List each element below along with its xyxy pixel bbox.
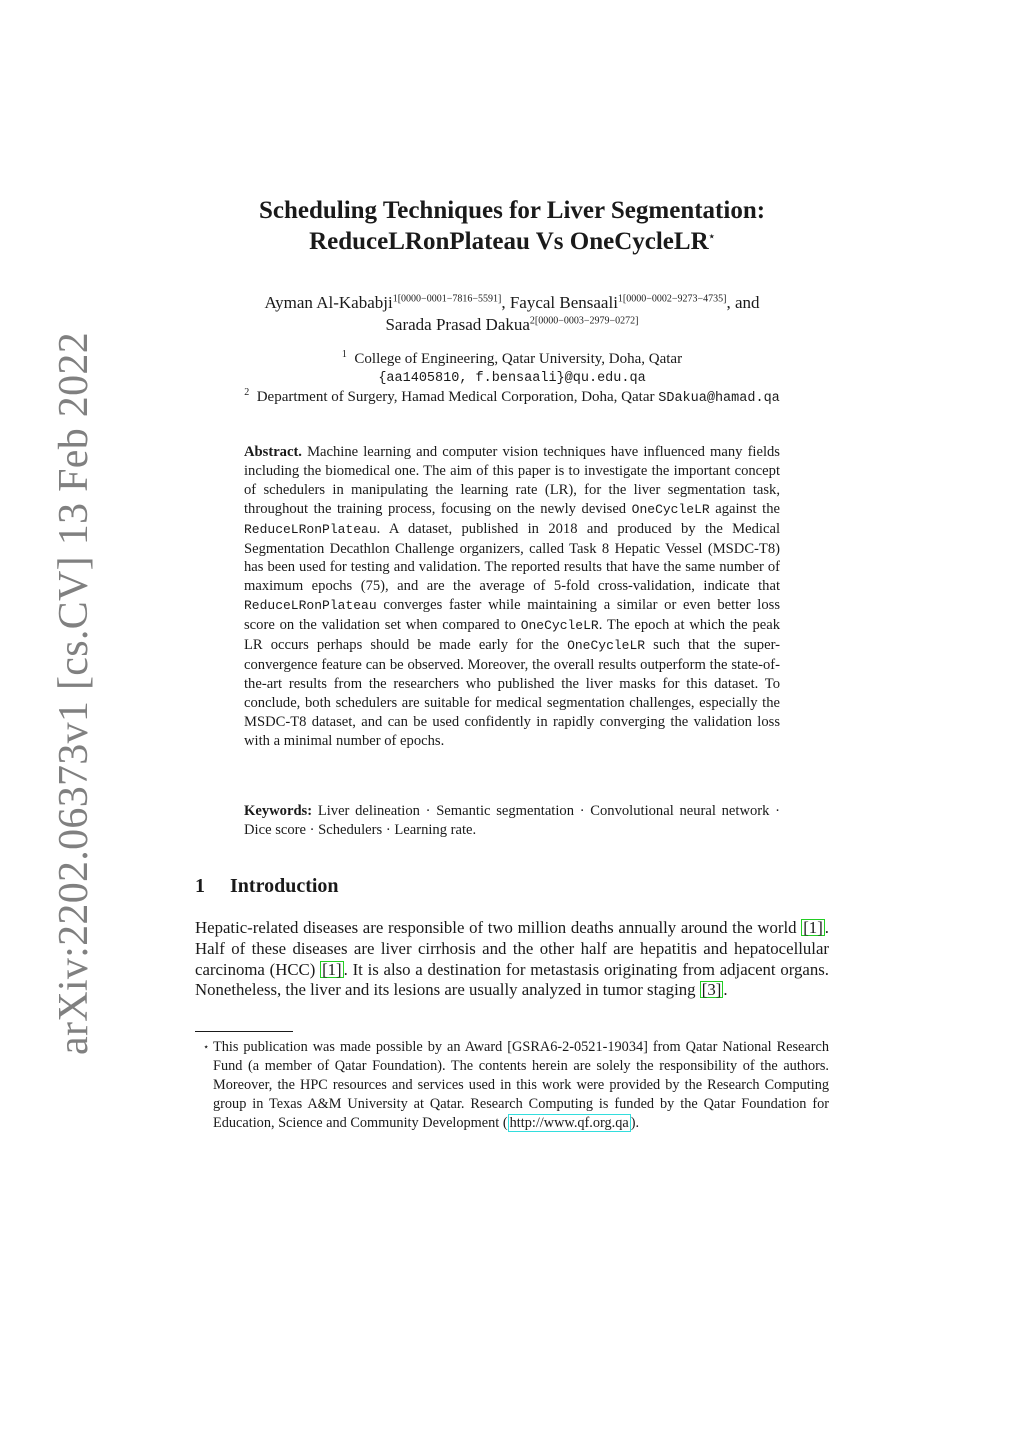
footnote-text: This publication was made possible by an Award [GSRA6-2-0521-19034] from Qatar National Research Fund (a member of Qatar Foundation). The contents herein are solely the responsibility of the authors. Moreover, the HPC resources and services used in this work were provided by the Research Computing group in Texas A&M University at Qatar. Research Computing is funded by the Qatar Foundation for Education, Science and Community Development ( (213, 1039, 829, 1131)
code-term: OneCycleLR (631, 501, 710, 517)
intro-text: Hepatic-related diseases are responsible of two million deaths annually around the world (195, 918, 797, 937)
title-footnote-star: ⋆ (708, 231, 715, 243)
footnote-divider (195, 1031, 293, 1032)
footnote-end: ). (630, 1115, 640, 1131)
intro-text: . Half of these diseases are liver cirrhosis and the other half are hepatitis and hepatocellular carcinoma (HCC) (195, 918, 829, 979)
abstract-text: . A dataset, published in 2018 and produced by the Medical Segmentation Decathlon Challenge organizers, called Task 8 Hepatic Vessel (MSDC-T8) has been used for testing and validation. The reported results that have the same number of maximum epochs (75), and are the average of 5-fold cross-validation, indicate that (244, 520, 780, 595)
affiliation-2 (150, 388, 874, 408)
citation-link[interactable]: [3] (701, 980, 722, 1000)
author-orcid: 1[0000−0002−9273−4735] (617, 293, 727, 305)
affiliation-1 (150, 350, 874, 369)
keywords-label: Keywords: (244, 803, 313, 819)
keywords (244, 802, 780, 840)
title-line-1: Scheduling Techniques for Liver Segmentation: (258, 197, 766, 224)
code-term: OneCycleLR (567, 638, 646, 654)
section-heading (195, 875, 339, 898)
affiliation-number: 2 (244, 387, 250, 398)
author-and: , and (726, 293, 760, 312)
abstract (244, 443, 780, 751)
abstract-text: . The epoch at which the peak LR occurs perhaps should be made early for the (244, 617, 781, 654)
affiliations (150, 350, 874, 408)
footnote-url-link[interactable]: http://www.qf.org.qa (509, 1115, 629, 1131)
section-title: Introduction (230, 875, 339, 897)
affiliation-1-emails: {aa1405810, f.bensaali}@qu.edu.qa (378, 371, 646, 386)
title-line-2 (150, 226, 874, 257)
abstract-text: Machine learning and computer vision techniques have influenced many fields including the biomedical one. The aim of this paper is to investigate the important concept of schedulers in manipulating the learning rate (LR), for the liver segmentation task, throughout the training process, focusing on the newly devised (244, 444, 780, 517)
section-number: 1 (195, 875, 205, 897)
abstract-label: Abstract. (244, 444, 302, 460)
title-line-2-text: ReduceLRonPlateau Vs OneCycleLR (309, 228, 709, 255)
code-term: ReduceLRonPlateau (244, 521, 377, 537)
footnote (195, 1038, 829, 1133)
abstract-text: against the (715, 500, 780, 517)
citation-link[interactable]: [1] (803, 918, 823, 937)
code-term: ReduceLRonPlateau (244, 598, 377, 614)
author-list (150, 292, 874, 336)
author-orcid: 2[0000−0003−2979−0272] (529, 315, 639, 327)
intro-text: . (723, 980, 728, 1000)
keywords-text: Liver delineation · Semantic segmentation · Convolutional neural network · Dice score · Schedulers · Learning rate. (244, 803, 780, 838)
author-name: Ayman Al-Kababji (264, 293, 393, 312)
affiliation-2-email: SDakua@hamad.qa (658, 391, 780, 406)
author-name: Faycal Bensaali (509, 293, 618, 312)
author-orcid: 1[0000−0001−7816−5591] (392, 293, 502, 305)
citation-link[interactable]: [1] (322, 959, 342, 979)
arxiv-identifier-stamp: arXiv:2202.06373v1 [cs.CV] 13 Feb 2022 (51, 331, 97, 1055)
abstract-text: such that the super-convergence feature can be observed. Moreover, the overall results outperform the state-of-the-art results from the researchers who published the liver masks for this dataset. To conclude, both schedulers are suitable for medical segmentation challenges, especially the MSDC-T8 dataset, and can be used confidently in rapidly converging the validation loss with a minimal number of epochs. (244, 637, 781, 749)
paper-title (150, 195, 874, 257)
author-name: Sarada Prasad Dakua (385, 315, 530, 334)
intro-text: . It is also a destination for metastasis originating from adjacent organs. Nonetheless, the liver and its lesions are usually analyzed in tumor staging (195, 959, 829, 1000)
author-line-2 (150, 314, 874, 336)
affiliation-text: College of Engineering, Qatar University, Doha, Qatar (354, 351, 683, 367)
author-line-1: Ayman Al-Kababji$^{1[0000-0001-7816-5591]}$, Faycal Bensaali$^{1[0000-0002-9273-4735]}$, and (264, 293, 760, 312)
affiliation-number: 1 (341, 349, 347, 360)
footnote-mark: ⋆ (203, 1042, 210, 1053)
affiliation-text: Department of Surgery, Hamad Medical Corporation, Doha, Qatar (256, 389, 655, 405)
code-term: OneCycleLR (520, 618, 599, 634)
introduction-paragraph (195, 918, 829, 1001)
abstract-text: converges faster while maintaining a similar or even better loss score on the validation set when compared to (244, 597, 780, 634)
